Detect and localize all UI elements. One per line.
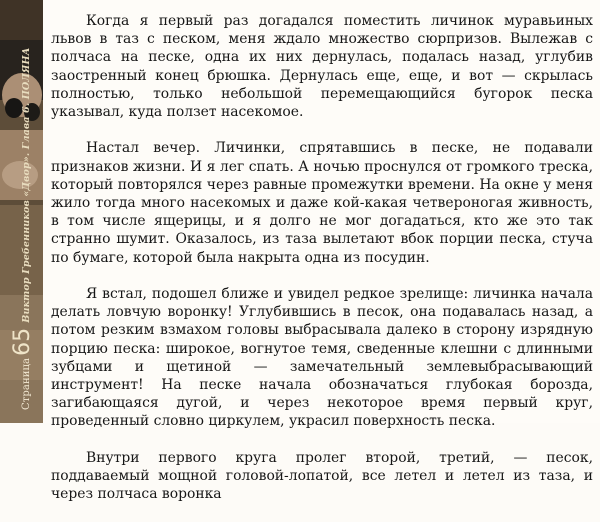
paragraph: Когда я первый раз догадался поместить личинок муравьиных львов в таз с песком, меня ждало множество сюрпризов. Вылежав с полчаса на песке, одна их них дернулась, подалась назад, углубив заостренный конец брюшка. Дернулась еще, еще, и вот — скрылась полностью, только небольшой перемещающийся бугорок песка указывал, куда ползет насекомое.: [51, 13, 593, 121]
running-header: [10, 10, 35, 410]
page-label: Страница: [21, 357, 32, 410]
page-number: 65: [10, 327, 35, 356]
paragraph: Я встал, подошел ближе и увидел редкое зрелище: личинка начала делать ловчую воронку! Углубившись в песок, она подавалась назад, а потом резким взмахом головы выбрасывала далеко в сторону изрядную порцию песка: широкое, вогнутое темя, сведенные клешни с длинными зубцами и щетиной — замечательный землевыбрасывающий инструмент! На песке начала обозначаться глубокая борозда, загибающаяся дугой, и через некоторое время первый круг, проведенный словно циркулем, украсил поверхность песка.: [51, 286, 593, 430]
body-text: [51, 12, 593, 522]
paragraph: Внутри первого круга пролег второй, третий, — песок, поддаваемый мощной головой-лопатой, все летел и летел из таза, и через полчаса воронка: [51, 449, 593, 503]
sidebar-strip: [0, 0, 43, 423]
paragraph: Настал вечер. Личинки, спрятавшись в песке, не подавали признаков жизни. И я лег спать. А ночью проснулся от громкого треска, который повторялся через равные промежутки времени. На окне у меня жило тогда много насекомых и даже кой-какая четвероногая живность, в том числе ящерицы, и я долго не мог догадаться, кто же это так странно шумит. Оказалось, из таза вылетают вбок порции песка, стуча по бумаге, которой была накрыта одна из посудин.: [51, 140, 593, 266]
running-title: Виктор Гребенников «Двор». Глава 6. ПОЛЯНА: [21, 47, 32, 323]
